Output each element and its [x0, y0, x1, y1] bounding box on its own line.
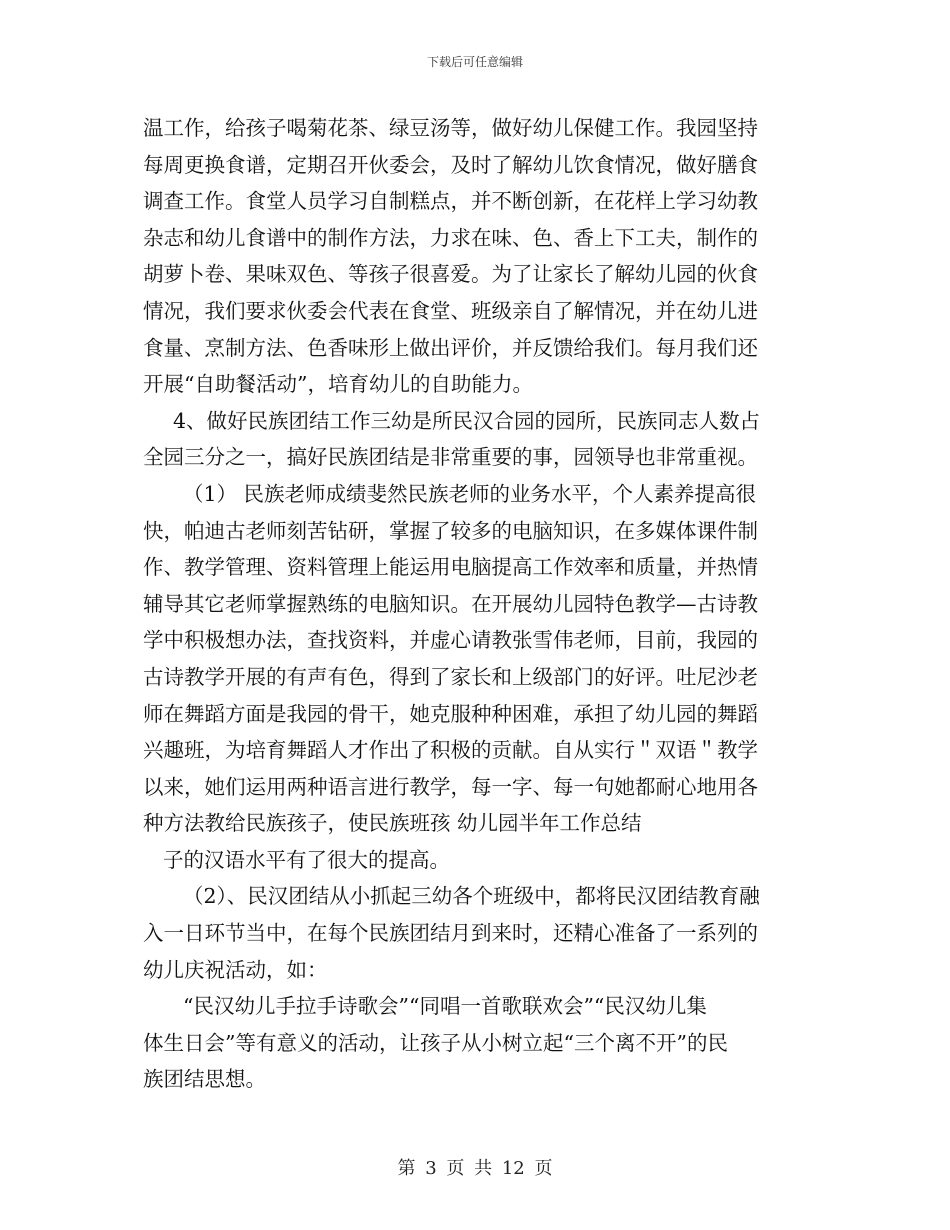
text-line: 情况，我们要求伙委会代表在食堂、班级亲自了解情况，并在幼儿进: [143, 298, 758, 323]
text-line: 学中积极想办法，查找资料，并虚心请教张雪伟老师，目前，我园的: [143, 628, 758, 653]
text-line: 作、教学管理、资料管理上能运用电脑提高工作效率和质量，并热情: [143, 555, 758, 580]
text-line: 每周更换食谱，定期召开伙委会，及时了解幼儿饮食情况，做好膳食: [143, 152, 758, 177]
text-line: 兴趣班，为培育舞蹈人才作出了积极的贡献。自从实行＂双语＂教学: [143, 738, 758, 763]
text-line: 以来，她们运用两种语言进行教学，每一字、每一句她都耐心地用各: [143, 774, 758, 799]
text-line: 入一日环节当中，在每个民族团结月到来时，还精心准备了一系列的: [143, 921, 758, 946]
text-line: 师在舞蹈方面是我园的骨干，她克服种种困难，承担了幼儿园的舞蹈: [143, 701, 758, 726]
text-line: 快，帕迪古老师刻苦钻研，掌握了较多的电脑知识，在多媒体课件制: [143, 518, 758, 543]
text-line: 开展“自助餐活动”，培育幼儿的自助能力。: [143, 372, 533, 397]
text-line: 温工作，给孩子喝菊花茶、绿豆汤等，做好幼儿保健工作。我园坚持: [143, 116, 758, 140]
text-line: 种方法教给民族孩子，使民族班孩 幼儿园半年工作总结: [143, 811, 642, 836]
text-line: 杂志和幼儿食谱中的制作方法，力求在味、色、香上下工夫，制作的: [143, 225, 758, 250]
text-line: 食量、烹制方法、色香味形上做出评价，并反馈给我们。每月我们还: [143, 335, 758, 360]
text-line: 胡萝卜卷、果味双色、等孩子很喜爱。为了让家长了解幼儿园的伙食: [143, 262, 758, 287]
text-line: 族团结思想。: [143, 1067, 266, 1092]
text-line: 4、做好民族团结工作三幼是所民汉合园的园所，民族同志人数占: [173, 408, 761, 433]
text-line: “民汉幼儿手拉手诗歌会”“同唱一首歌联欢会”“民汉幼儿集: [183, 994, 707, 1019]
text-line: （2）、民汉团结从小抓起三幼各个班级中，都将民汉团结教育融: [183, 884, 760, 909]
text-line: 调查工作。食堂人员学习自制糕点，并不断创新，在花样上学习幼教: [143, 189, 758, 214]
body-text: [143, 110, 807, 1098]
text-line: 体生日会”等有意义的活动，让孩子从小树立起“三个离不开”的民: [143, 1030, 728, 1055]
text-line: （1） 民族老师成绩斐然民族老师的业务水平，个人素养提高很: [183, 481, 757, 506]
text-line: 辅导其它老师掌握熟练的电脑知识。在开展幼儿园特色教学—古诗教: [143, 591, 758, 616]
text-line: 幼儿庆祝活动，如：: [143, 957, 328, 982]
text-line: 全园三分之一，搞好民族团结是非常重要的事，园领导也非常重视。: [143, 445, 758, 470]
text-line: 古诗教学开展的有声有色，得到了家长和上级部门的好评。吐尼沙老: [143, 664, 758, 689]
text-line: 子的汉语水平有了很大的提高。: [163, 847, 450, 872]
page-footer: 第 3 页 共 12 页: [397, 1158, 553, 1179]
page-header: 下载后可任意编辑: [426, 55, 523, 69]
